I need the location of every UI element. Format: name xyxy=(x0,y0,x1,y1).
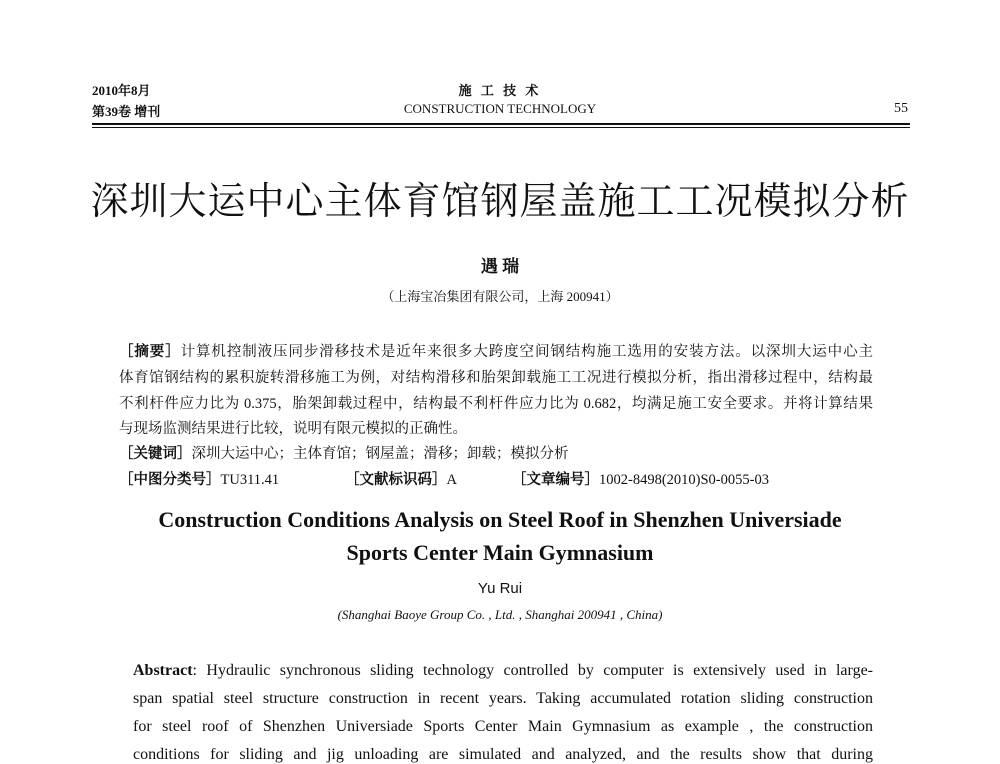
abstract-cn-line-3: 不利杆件应力比为 0.375，胎架卸载过程中，结构最不利杆件应力比为 0.682，均满足施工安全要求。并将计算结果 xyxy=(119,396,873,412)
abstract-cn-line-4: 与现场监测结果进行比较，说明有限元模拟的正确性。 xyxy=(119,421,467,437)
title-en-line-2: Sports Center Main Gymnasium xyxy=(346,540,654,565)
title-en-line-1: Construction Conditions Analysis on Steel Roof in Shenzhen Universiade xyxy=(158,507,842,532)
issue-date: 2010年8月 xyxy=(92,83,151,98)
classification-number: ［中图分类号］TU311.41 xyxy=(119,472,280,488)
title-cn: 深圳大运中心主体育馆钢屋盖施工工况模拟分析 xyxy=(90,181,910,223)
abstract-cn-line-2: 体育馆钢结构的累积旋转滑移施工为例，对结构滑移和胎架卸载施工工况进行模拟分析，指出滑移过程中，结构最 xyxy=(119,370,873,386)
author-en: Yu Rui xyxy=(477,580,523,597)
affiliation-cn: （上海宝冶集团有限公司，上海 200941） xyxy=(381,289,619,304)
abstract-en-line-1: Abstract: Hydraulic synchronous sliding technology controlled by computer is extensively used in large- xyxy=(133,662,873,679)
journal-name-en: CONSTRUCTION TECHNOLOGY xyxy=(403,101,597,116)
keywords-cn: ［关键词］深圳大运中心；主体育馆；钢屋盖；滑移；卸载；模拟分析 xyxy=(119,446,569,462)
header-rule-thin xyxy=(92,127,910,128)
abstract-en-line-3: for steel roof of Shenzhen Universiade Sports Center Main Gymnasium as example , the construction xyxy=(133,718,873,735)
article-number: ［文章编号］1002-8498(2010)S0-0055-03 xyxy=(512,472,769,488)
journal-name-cn: 施 工 技 术 xyxy=(458,83,542,98)
page-number: 55 xyxy=(894,101,908,116)
abstract-en-line-4: conditions for sliding and jig unloading are simulated and analyzed, and the results show that during xyxy=(133,746,873,763)
author-cn: 遇 瑞 xyxy=(480,257,520,276)
volume-info: 第39卷 增刊 xyxy=(92,104,161,119)
abstract-cn-line-1: ［摘要］计算机控制液压同步滑移技术是近年来很多大跨度空间钢结构施工选用的安装方法。以深圳大运中心主 xyxy=(119,344,873,360)
abstract-en-label: Abstract xyxy=(133,662,193,679)
header-rule xyxy=(92,123,910,125)
document-code: ［文献标识码］A xyxy=(345,472,457,488)
abstract-cn-label: ［摘要］ xyxy=(119,344,181,360)
affiliation-en: (Shanghai Baoye Group Co. , Ltd. , Shanghai 200941 , China) xyxy=(337,607,663,622)
abstract-en-line-2: span spatial steel structure construction in recent years. Taking accumulated rotation sliding construction xyxy=(133,690,873,707)
